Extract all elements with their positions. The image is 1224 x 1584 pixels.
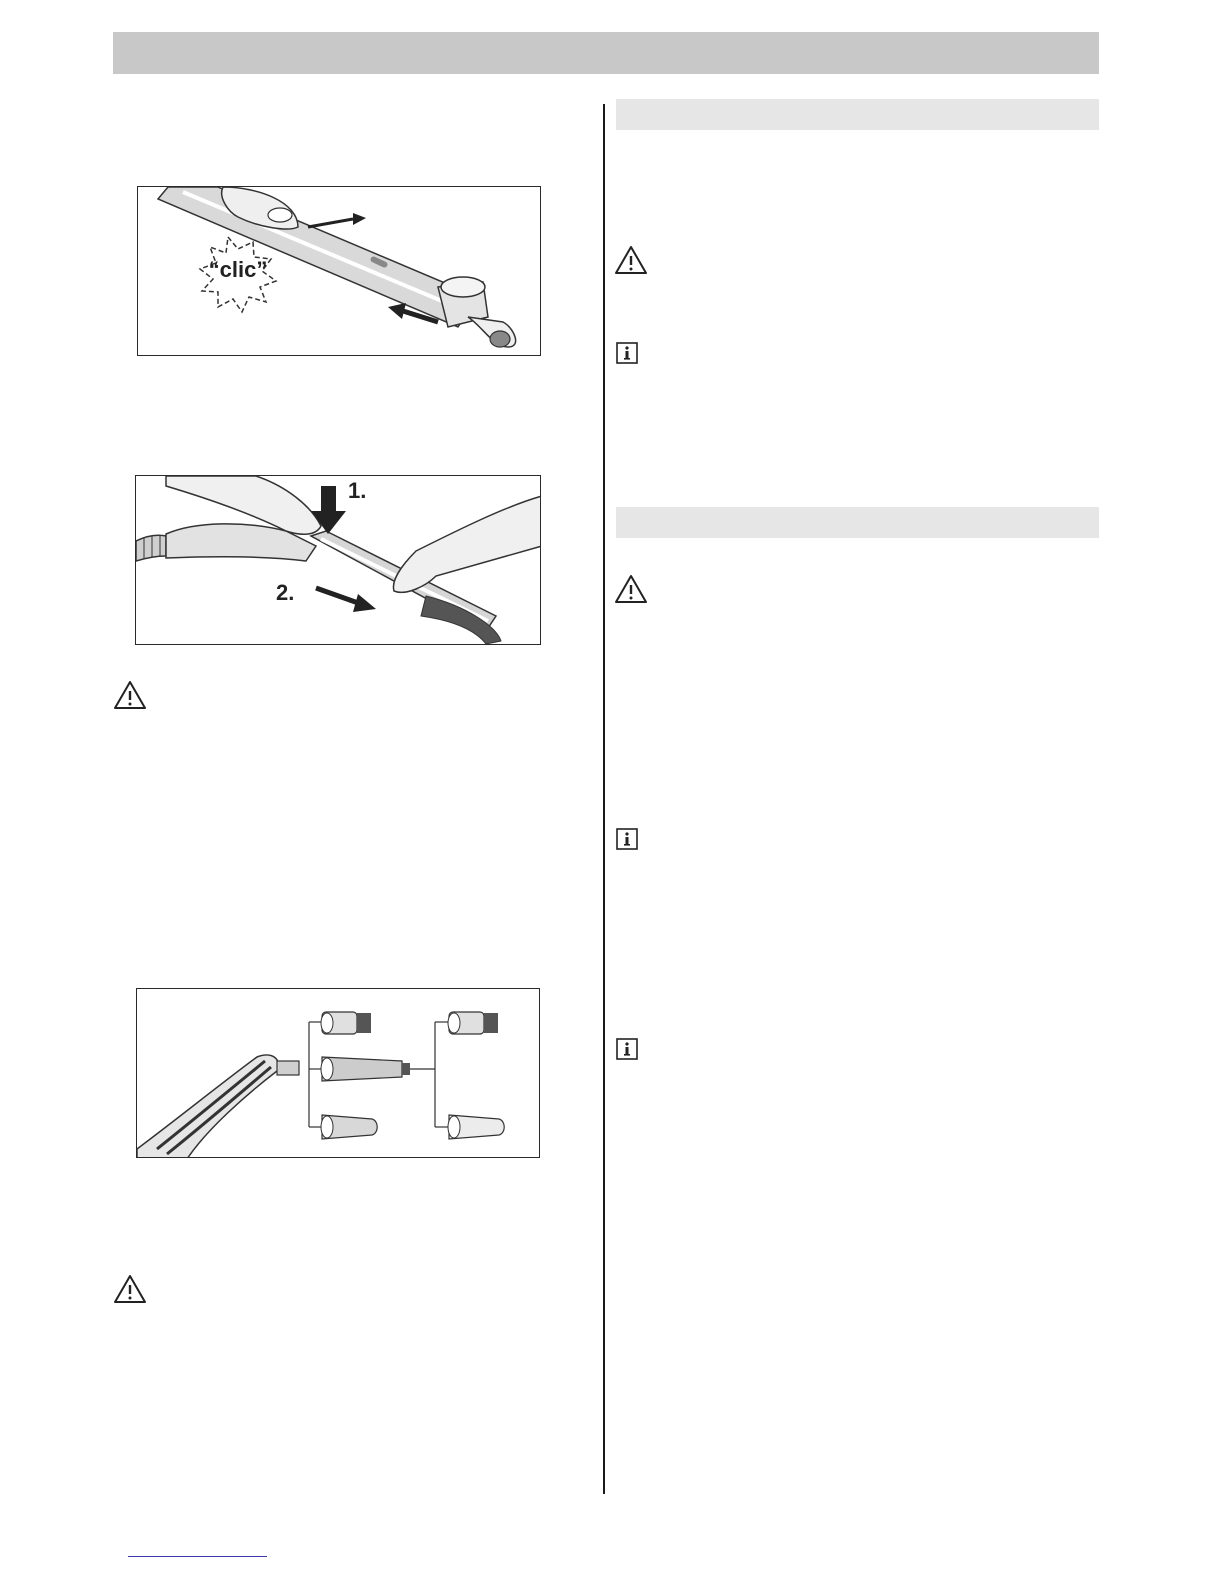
column-divider: [603, 104, 605, 1494]
info-icon: [616, 828, 638, 850]
page-header-bar: [113, 32, 1099, 74]
figure-nozzle-attachments: [136, 988, 540, 1158]
warning-triangle-icon: [113, 680, 147, 710]
warning-triangle-icon: [113, 1274, 147, 1304]
warning-triangle-icon: [614, 574, 648, 604]
section-header-bar-2: [616, 507, 1099, 538]
warning-triangle-icon: [614, 245, 648, 275]
figure-tube-release: [135, 475, 541, 645]
info-icon: [616, 1038, 638, 1060]
footer-link-underline[interactable]: [128, 1556, 267, 1557]
figure-tube-click: [137, 186, 541, 356]
clic-callout: “clic”: [208, 257, 268, 282]
step-2-label: 2.: [276, 580, 295, 605]
step-1-label: 1.: [348, 478, 367, 503]
section-header-bar-1: [616, 99, 1099, 130]
info-icon: [616, 342, 638, 364]
